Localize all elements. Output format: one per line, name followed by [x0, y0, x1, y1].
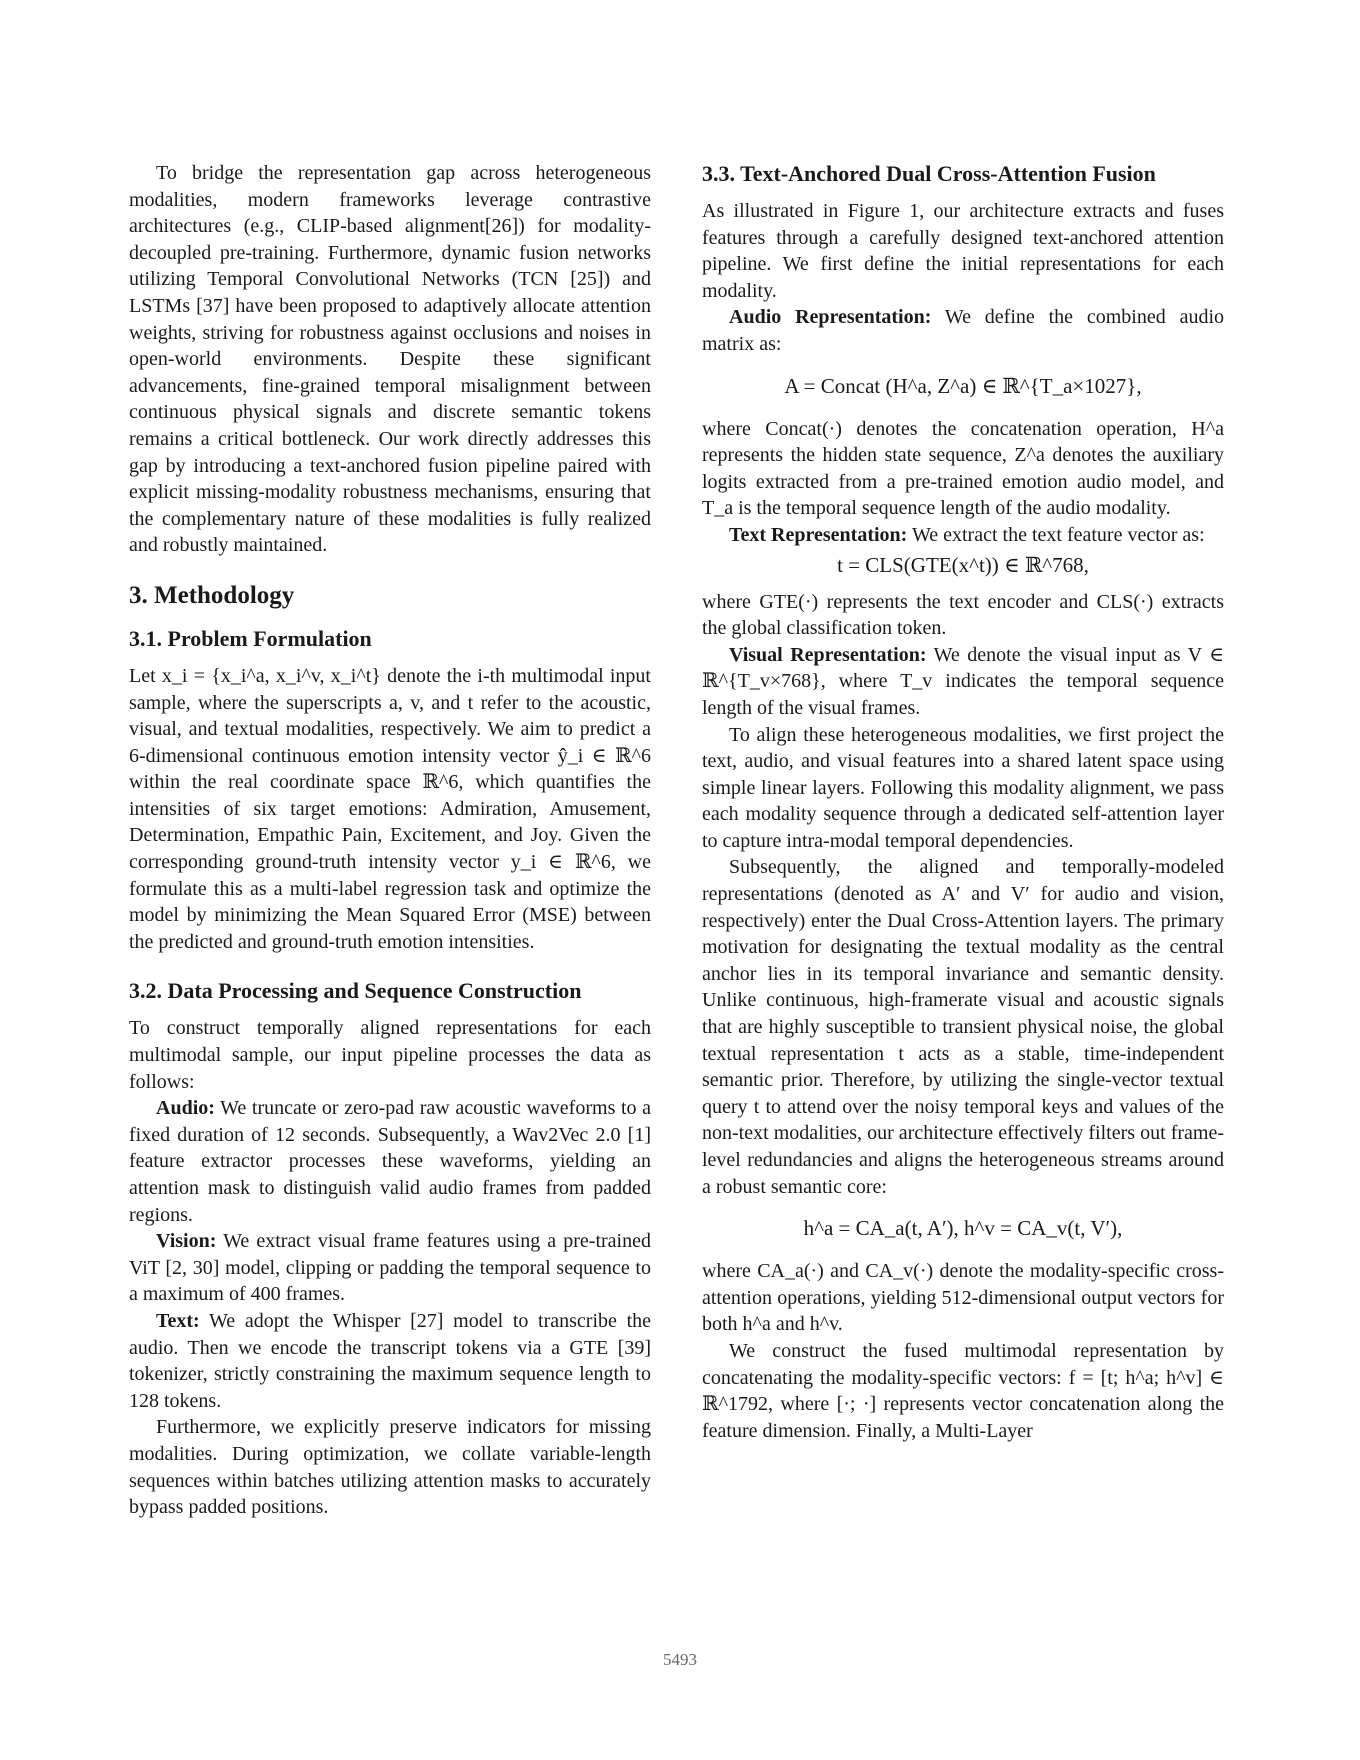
equation-audio-matrix: A = Concat (H^a, Z^a) ∈ ℝ^{T_a×1027},	[784, 373, 1142, 398]
vision-body: We extract visual frame features using a pre-trained ViT [2, 30] model, clipping or padding the temporal sequence to a maximum of 400 frames.	[129, 1230, 651, 1306]
equation-text-vector: t = CLS(GTE(x^t)) ∈ ℝ^768,	[837, 552, 1089, 577]
text-paragraph	[129, 1308, 651, 1414]
text-representation-lead: Text Representation:	[729, 523, 908, 546]
left-column	[129, 160, 651, 1521]
vision-lead: Vision:	[156, 1230, 217, 1253]
audio-lead: Audio:	[156, 1097, 215, 1120]
missing-modality-paragraph: Furthermore, we explicitly preserve indicators for missing modalities. During optimization, we collate variable-length sequences within batches utilizing attention masks to accurately bypass padded positions.	[129, 1416, 651, 1519]
visual-representation-lead: Visual Representation:	[729, 643, 927, 666]
equation-cross-attention: h^a = CA_a(t, A′), h^v = CA_v(t, V′),	[803, 1216, 1123, 1241]
section-methodology-title: 3. Methodology	[129, 581, 295, 609]
vision-paragraph	[129, 1228, 651, 1308]
visual-representation-body: We denote the visual input as V ∈ ℝ^{T_v×768}, where T_v indicates the temporal sequence length of the visual frames.	[702, 643, 1225, 719]
audio-paragraph	[129, 1095, 651, 1228]
text-body: We adopt the Whisper [27] model to transcribe the audio. Then we encode the transcript tokens via a GTE [39] tokenizer, strictly constraining the maximum sequence length to 128 tokens.	[129, 1309, 652, 1412]
audio-representation-paragraph	[702, 304, 1224, 357]
section-data-processing-title: 3.2. Data Processing and Sequence Construction	[129, 978, 582, 1004]
section-fusion-title: 3.3. Text-Anchored Dual Cross-Attention Fusion	[702, 161, 1156, 186]
cross-attention-motivation-paragraph: Subsequently, the aligned and temporally-modeled representations (denoted as A′ and V′ for audio and vision, respectively) enter the Dual Cross-Attention layers. The primary motivation for designating the textual modality as the central anchor lies in its temporal invariance and semantic density. Unlike continuous, high-framerate visual and acoustic signals that are highly susceptible to transient physical noise, the global textual representation t acts as a stable, time-independent semantic prior. Therefore, by utilizing the single-vector textual query t to attend over the noisy temporal keys and values of the non-text modalities, our architecture effectively filters out frame-level redundancies and aligns the heterogeneous streams around a robust semantic core:	[702, 856, 1224, 1198]
audio-representation-body: We define the combined audio matrix as:	[702, 306, 1224, 355]
problem-formulation-paragraph: Let x_i = {x_i^a, x_i^v, x_i^t} denote the i-th multimodal input sample, where the superscripts a, v, and t refer to the acoustic, visual, and textual modalities, respectively. We aim to predict a 6-dimensional continuous emotion intensity vector ŷ_i ∈ ℝ^6 within the real coordinate space ℝ^6, which quantifies the intensities of six target emotions: Admiration, Amusement, Determination, Empathic Pain, Excitement, and Joy. Given the corresponding ground-truth intensity vector y_i ∈ ℝ^6, we formulate this as a multi-label regression task and optimize the model by minimizing the Mean Squared Error (MSE) between the predicted and ground-truth emotion intensities.	[129, 664, 651, 953]
alignment-paragraph: To align these heterogeneous modalities, we first project the text, audio, and visual features into a shared latent space using simple linear layers. Following this modality alignment, we pass each modality sequence through a dedicated self-attention layer to capture intra-modal temporal dependencies.	[702, 723, 1224, 852]
text-representation-paragraph	[702, 522, 1224, 549]
audio-body: We truncate or zero-pad raw acoustic waveforms to a fixed duration of 12 seconds. Subsequently, a Wav2Vec 2.0 [1] feature extractor processes these waveforms, yielding an attention mask to distinguish valid audio frames from padded regions.	[129, 1097, 651, 1226]
section-problem-formulation-title: 3.1. Problem Formulation	[129, 625, 372, 651]
intro-paragraph: To bridge the representation gap across heterogeneous modalities, modern frameworks leverage contrastive architectures (e.g., CLIP-based alignment[26]) for modality-decoupled pre-training. Furthermore, dynamic fusion networks utilizing Temporal Convolutional Networks (TCN [25]) and LSTMs [37] have been proposed to adaptively allocate attention weights, striving for robustness against occlusions and noises in open-world environments. Despite these significant advancements, fine-grained temporal misalignment between continuous physical signals and discrete semantic tokens remains a critical bottleneck. Our work directly addresses this gap by introducing a text-anchored fusion pipeline paired with explicit missing-modality robustness mechanisms, ensuring that the complementary nature of these modalities is fully realized and robustly maintained.	[129, 162, 651, 557]
text-representation-body: We extract the text feature vector as:	[911, 523, 1205, 546]
data-processing-paragraph: To construct temporally aligned representations for each multimodal sample, our input pipeline processes the data as follows:	[129, 1017, 651, 1093]
architecture-paragraph: As illustrated in Figure 1, our architecture extracts and fuses features through a carefully designed text-anchored attention pipeline. We first define the initial representations for each modality.	[702, 200, 1224, 302]
right-column	[702, 160, 1224, 1444]
cross-attention-where-paragraph: where CA_a(·) and CA_v(·) denote the modality-specific cross-attention operations, yielding 512-dimensional output vectors for both h^a and h^v.	[702, 1260, 1224, 1336]
audio-representation-lead: Audio Representation:	[729, 306, 932, 329]
page-number: 5493	[663, 1650, 697, 1669]
visual-representation-paragraph	[702, 642, 1224, 722]
text-lead: Text:	[156, 1309, 200, 1332]
audio-where-paragraph: where Concat(·) denotes the concatenation operation, H^a represents the hidden state sequence, Z^a denotes the auxiliary logits extracted from a pre-trained emotion audio model, and T_a is the temporal sequence length of the audio modality.	[702, 417, 1224, 520]
text-where-paragraph: where GTE(·) represents the text encoder and CLS(·) extracts the global classification token.	[702, 590, 1224, 640]
fused-representation-paragraph: We construct the fused multimodal representation by concatenating the modality-specific vectors: f = [t; h^a; h^v] ∈ ℝ^1792, where [·; ·] represents vector concatenation along the feature dimension. Finally, a Multi-Layer	[702, 1339, 1224, 1442]
